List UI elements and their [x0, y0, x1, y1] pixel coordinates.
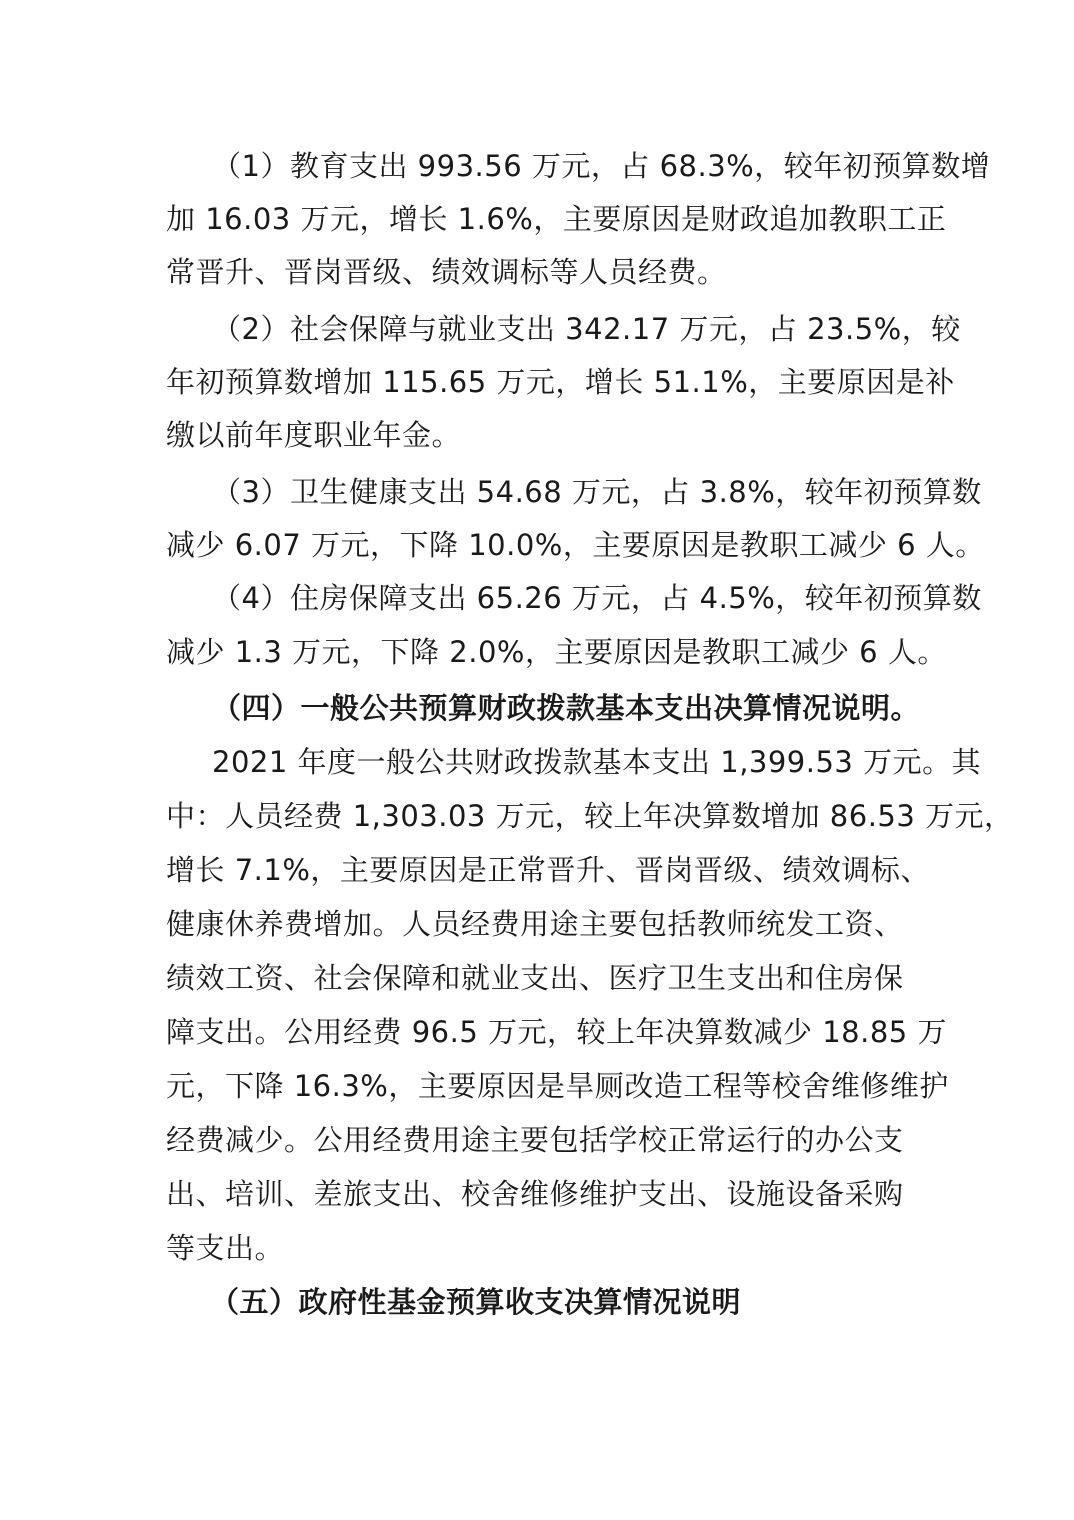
paragraph-basic-expenditure-line-8: 经费减少。公用经费用途主要包括学校正常运行的办公支	[166, 1123, 904, 1157]
paragraph-social-security-line-2: 年初预算数增加 115.65 万元，增长 51.1%，主要原因是补	[166, 365, 955, 399]
paragraph-social-security-line-3: 缴以前年度职业年金。	[166, 418, 462, 452]
paragraph-basic-expenditure-line-2: 中：人员经费 1,303.03 万元，较上年决算数增加 86.53 万元，	[166, 799, 1014, 833]
paragraph-education-line-2: 加 16.03 万元，增长 1.6%，主要原因是财政追加教职工正	[166, 202, 947, 236]
paragraph-basic-expenditure-line-5: 绩效工资、社会保障和就业支出、医疗卫生支出和住房保	[166, 961, 904, 995]
paragraph-health-line-2: 减少 6.07 万元，下降 10.0%，主要原因是教职工减少 6 人。	[166, 528, 985, 562]
section-heading-five: （五）政府性基金预算收支决算情况说明	[210, 1285, 742, 1319]
paragraph-basic-expenditure-line-6: 障支出。公用经费 96.5 万元，较上年决算数减少 18.85 万	[166, 1015, 947, 1049]
paragraph-health-line-1: （3）卫生健康支出 54.68 万元，占 3.8%，较年初预算数	[212, 475, 982, 509]
paragraph-basic-expenditure-line-10: 等支出。	[166, 1231, 285, 1265]
paragraph-education-line-3: 常晋升、晋岗晋级、绩效调标等人员经费。	[166, 255, 727, 289]
paragraph-housing-line-1: （4）住房保障支出 65.26 万元，占 4.5%，较年初预算数	[212, 581, 982, 615]
paragraph-education-line-1: （1）教育支出 993.56 万元，占 68.3%，较年初预算数增	[212, 149, 991, 183]
section-heading-four: （四）一般公共预算财政拨款基本支出决算情况说明。	[212, 691, 921, 725]
paragraph-basic-expenditure-line-1: 2021 年度一般公共财政拨款基本支出 1,399.53 万元。其	[212, 745, 982, 779]
paragraph-basic-expenditure-line-4: 健康休养费增加。人员经费用途主要包括教师统发工资、	[166, 907, 904, 941]
paragraph-basic-expenditure-line-9: 出、培训、差旅支出、校舍维修维护支出、设施设备采购	[166, 1177, 904, 1211]
paragraph-basic-expenditure-line-3: 增长 7.1%，主要原因是正常晋升、晋岗晋级、绩效调标、	[166, 853, 930, 887]
paragraph-basic-expenditure-line-7: 元，下降 16.3%，主要原因是旱厕改造工程等校舍维修维护	[166, 1069, 949, 1103]
paragraph-social-security-line-1: （2）社会保障与就业支出 342.17 万元，占 23.5%，较	[212, 312, 961, 346]
paragraph-housing-line-2: 减少 1.3 万元，下降 2.0%，主要原因是教职工减少 6 人。	[166, 635, 947, 669]
